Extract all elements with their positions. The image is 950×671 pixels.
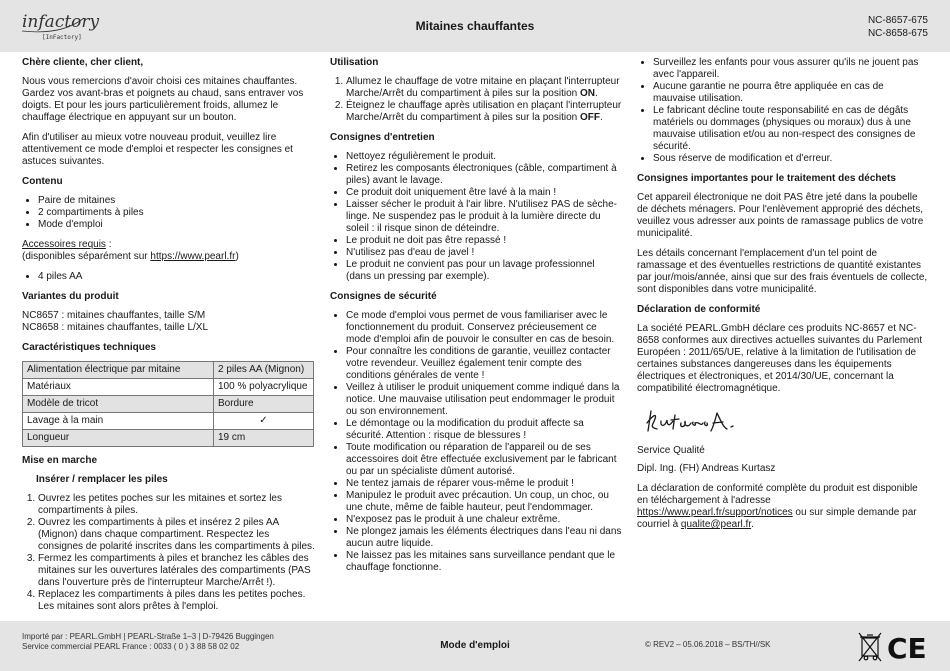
util-text: Éteignez le chauffage après utilisation en plaçant l'interrupteur Marche/Arrêt du compartiment à piles sur la position [346,100,622,123]
list-item: • Aucune garantie ne pourra être appliquée en cas de mauvaise utilisation. [653,81,929,105]
variante-1: NC8657 : mitaines chauffantes, taille S/M [22,310,206,321]
page-footer [0,621,950,671]
list-item: • Sous réserve de modification et d'erreur. [653,153,929,165]
list-item: • Ne tentez jamais de réparer vous-même le produit ! [346,478,622,490]
list-item: • N'exposez pas le produit à une chaleur extrême. [346,514,622,526]
accessories-colon: : [105,239,112,250]
tech-table [22,361,314,447]
table-row [23,396,314,413]
list-item: • Le produit ne convient pas pour un lavage professionnel (dans un pressing par exemple). [346,259,622,283]
check-icon: ✓ [214,413,314,430]
utilisation-heading: Utilisation [330,57,379,68]
dechets-paragraph-1: Cet appareil électronique ne doit PAS être jeté dans la poubelle de déchets ménagers. Pour l'enlèvement approprié des déchets, veuillez vous adresser aux points de ramassage publics de votre municipalité. [637,192,924,239]
service-line: Service commercial PEARL France : 0033 ( 0 ) 3 88 58 02 02 [22,642,240,651]
document-title: Mitaines chauffantes [415,19,535,33]
support-link[interactable]: https://www.pearl.fr/support/notices [637,507,793,518]
svg-text:infactory: infactory [22,12,100,32]
list-item: • 4 piles AA [38,271,315,283]
accessories-label: Accessoires requis [22,239,106,250]
list-item: • 2 compartiments à piles [38,207,315,219]
tech-label: Lavage à la main [23,413,214,430]
list-item: • Ne laissez pas les mitaines sans surveillance pendant que le chauffage fonctionne. [346,550,622,574]
util-off: OFF [580,112,600,123]
list-item: • Paire de mitaines [38,195,315,207]
tech-value: 2 piles AA (Mignon) [214,362,314,379]
entretien-heading: Consignes d'entretien [330,132,435,143]
list-item: • Toute modification ou réparation de l'appareil ou de ses accessoires doit être effectuée exclusivement par le fabricant ou par un spécialiste dûment autorisé. [346,442,622,478]
steps-list [22,493,315,613]
list-item: • Pour connaître les conditions de garantie, veuillez contacter votre revendeur. Veuillez également tenir compte des conditions générales de vente ! [346,346,622,382]
list-item: • Le fabricant décline toute responsabilité en cas de dégâts matériels ou dommages (physiques ou moraux) dus à une mauvaise utilisation et/ou au non-respect des consignes de sécurité. [653,105,929,153]
decl-text-end: . [751,519,754,530]
conformite-paragraph: La société PEARL.GmbH déclare ces produits NC-8657 et NC-8658 conformes aux directives actuelles suivantes du Parlement Européen : 2011/65/UE, relative à la limitation de l'utilisation de certaines substances dangereuses dans les équipements électriques et électroniques, et 2014/30/UE, concernant la compatibilité électromagnétique. [637,323,923,394]
importer-line: Importé par : PEARL.GmbH | PEARL-Straße 1–3 | D-79426 Buggingen [22,632,274,641]
list-item: • Mode d'emploi [38,219,315,231]
tech-heading: Caractéristiques techniques [22,342,156,353]
list-item: • Le démontage ou la modification du produit affecte sa sécurité. Attention : risque de blessures ! [346,418,622,442]
table-row [23,413,314,430]
reference-1: NC-8657-675 [867,15,928,26]
list-item: • Ce produit doit uniquement être lavé à la main ! [346,187,622,199]
list-item: • Ne plongez jamais les éléments électriques dans l'eau ni dans aucun autre liquide. [346,526,622,550]
declaration-download [637,483,929,531]
dechets-heading: Consignes importantes pour le traitement des déchets [637,173,896,184]
list-item: 2. Ouvrez les compartiments à piles et insérez 2 piles AA (Mignon) dans chaque compartiment. Respectez les consignes de polarité inscrites dans les compartiments à piles. [38,517,315,553]
column-1 [22,57,315,621]
decl-text: La déclaration de conformité complète du produit est disponible en téléchargement à l'adresse [637,483,918,506]
table-row [23,430,314,447]
tech-label: Alimentation électrique par mitaine [23,362,214,379]
pearl-link[interactable]: https://www.pearl.fr [150,251,236,262]
list-item: • Laisser sécher le produit à l'air libre. N'utilisez PAS de sèche-linge. Ne suspendez pas le produit à la lumière directe du soleil : il risque sinon de déteindre. [346,199,622,235]
entretien-list [330,151,622,283]
util-on: ON [580,88,595,99]
reference-2: NC-8658-675 [867,28,928,39]
list-item: • Manipulez le produit avec précaution. Un coup, un choc, ou une chute, même de faible hauteur, peut l'endommager. [346,490,622,514]
inserer-heading: Insérer / remplacer les piles [36,474,168,485]
tech-value: 19 cm [214,430,314,447]
list-item [346,100,622,124]
contenu-heading: Contenu [22,176,63,187]
page-header [0,0,950,52]
list-item: 1. Ouvrez les petites poches sur les mitaines et sortez les compartiments à piles. [38,493,315,517]
list-item: • Le produit ne doit pas être repassé ! [346,235,622,247]
securite-list [330,310,622,574]
accessories-text-end: ) [235,251,239,262]
securite-heading: Consignes de sécurité [330,291,437,302]
compliance-marks [858,629,930,663]
accessories-list [22,271,315,283]
accessories-availability [22,251,315,263]
variantes-text [22,310,315,334]
list-item: 4. Replacez les compartiments à piles dans les petites poches. Les mitaines sont alors prêtes à l'emploi. [38,589,315,613]
revision-info: © REV2 – 05.06.2018 – BS/TH//SK [645,640,771,649]
footer-title: Mode d'emploi [440,640,510,651]
intro-paragraph-2: Afin d'utiliser au mieux votre nouveau produit, veuillez lire attentivement ce mode d'emploi et respecter les consignes et astuces suivantes. [22,132,293,167]
service-qualite: Service Qualité [637,445,705,456]
util-text: Allumez le chauffage de votre mitaine en plaçant l'interrupteur Marche/Arrêt du compartiment à piles sur la position [346,76,620,99]
table-row [23,362,314,379]
svg-text:[InFactory]: [InFactory] [42,34,82,41]
intro-paragraph-1: Nous vous remercions d'avoir choisi ces mitaines chauffantes. Gardez vos avant-bras et poignets au chaud, sans entraver vos doigts. Et pour les jours particulièrement froids, allumez le chauffage électrique en appuyant sur un bouton. [22,76,304,123]
conformite-heading: Déclaration de conformité [637,304,761,315]
email-link[interactable]: qualite@pearl.fr [680,519,752,530]
accessories-line [22,239,315,251]
tech-value: 100 % polyacrylique [214,379,314,396]
tech-label: Modèle de tricot [23,396,214,413]
util-text-end: . [600,112,603,123]
decl-text-mid: ou sur simple demande par courriel à [637,507,917,530]
ce-mark-text: CE [887,632,927,665]
column-2 [330,57,622,582]
list-item: • Surveillez les enfants pour vous assurer qu'ils ne jouent pas avec l'appareil. [653,57,929,81]
greeting: Chère cliente, cher client, [22,57,144,68]
list-item: • Veillez à utiliser le produit uniquement comme indiqué dans la notice. Une mauvaise utilisation peut endommager le produit ou son environnement. [346,382,622,418]
table-row [23,379,314,396]
mise-en-marche-heading: Mise en marche [22,455,98,466]
utilisation-list [330,76,622,124]
contenu-list [22,195,315,231]
dechets-paragraph-2: Les détails concernant l'emplacement d'un tel point de ramassage et des éventuelles restrictions de quantité existantes par jour/mois/année, ainsi que sur des frais éventuels de collecte, sont disponibles dans votre municipalité. [637,248,928,295]
safety-continued-list [637,57,929,165]
variantes-heading: Variantes du produit [22,291,119,302]
tech-value: Bordure [214,396,314,413]
tech-label: Matériaux [23,379,214,396]
crossed-out-wheelie-bin-icon [859,633,881,661]
util-text-end: . [595,88,598,99]
accessories-text: (disponibles séparément sur [22,251,151,262]
list-item: • N'utilisez pas d'eau de javel ! [346,247,622,259]
variante-2: NC8658 : mitaines chauffantes, taille L/XL [22,322,209,333]
list-item: 3. Fermez les compartiments à piles et branchez les câbles des mitaines sur les ouvertures latérales des compartiments (PAS dans l'ouverture près de l'interrupteur Marche/Arrêt !). [38,553,315,589]
list-item: • Nettoyez régulièrement le produit. [346,151,622,163]
tech-label: Longueur [23,430,214,447]
list-item: • Retirez les composants électroniques (câble, compartiment à piles) avant le lavage. [346,163,622,187]
column-3 [637,57,929,539]
signer-name: Dipl. Ing. (FH) Andreas Kurtasz [637,463,776,474]
list-item [346,76,622,100]
product-references [868,14,928,40]
signature-image [643,405,773,437]
list-item: • Ce mode d'emploi vous permet de vous familiariser avec le fonctionnement du produit. Conservez précieusement ce mode d'emploi afin de pouvoir le consulter en cas de besoin. [346,310,622,346]
